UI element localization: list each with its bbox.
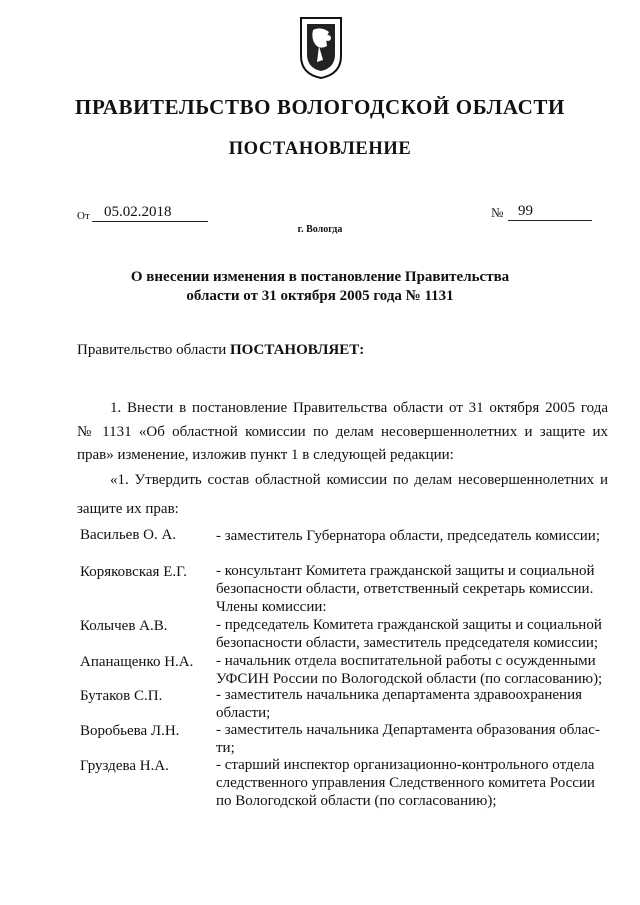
member-role-line: по Вологодской области (по согласованию); bbox=[216, 793, 497, 809]
member-name: Бутаков С.П. bbox=[80, 688, 163, 704]
paragraph-2-line-1: «1. Утвердить состав областной комиссии по делам несовершеннолетних и bbox=[110, 472, 608, 488]
subject-line-2: области от 31 октября 2005 года № 1131 bbox=[186, 288, 454, 304]
decree-word: ПОСТАНОВЛЯЕТ: bbox=[229, 342, 365, 358]
member-name: Груздева Н.А. bbox=[80, 758, 169, 774]
member-role bbox=[216, 652, 610, 688]
member-role-line: области; bbox=[216, 705, 271, 721]
date-label: От bbox=[77, 210, 90, 222]
member-role-line: ти; bbox=[216, 740, 235, 756]
document-number: 99 bbox=[508, 202, 592, 221]
member-role bbox=[216, 721, 610, 757]
member-name: Воробьева Л.Н. bbox=[80, 723, 180, 739]
member-role bbox=[216, 686, 610, 722]
decree-lead: Правительство области bbox=[77, 342, 227, 358]
paragraph-1-line-3: прав» изменение, изложив пункт 1 в следующей редакции: bbox=[77, 447, 454, 463]
organization-title: ПРАВИТЕЛЬСТВО ВОЛОГОДСКОЙ ОБЛАСТИ bbox=[75, 95, 565, 119]
member-role-line: - заместитель начальника департамента здравоохранения bbox=[216, 687, 582, 703]
member-role-line: - начальник отдела воспитательной работы с осужденными bbox=[216, 653, 596, 669]
number-label: № bbox=[491, 205, 504, 220]
member-role bbox=[216, 527, 610, 545]
member-role-line: - заместитель начальника Департамента образования облас- bbox=[216, 722, 600, 738]
member-role-line: безопасности области, заместитель председателя комиссии; bbox=[216, 635, 599, 651]
member-role-line: безопасности области, ответственный секретарь комиссии. bbox=[216, 581, 594, 597]
vologda-coat-of-arms-icon bbox=[299, 16, 343, 80]
member-role-line: - председатель Комитета гражданской защиты и социальной bbox=[216, 617, 602, 633]
document-date: 05.02.2018 bbox=[92, 203, 208, 222]
paragraph-2-line-2: защите их прав: bbox=[77, 501, 179, 517]
member-name: Апанащенко Н.А. bbox=[80, 654, 194, 670]
city: г. Вологда bbox=[297, 224, 343, 235]
member-role bbox=[216, 562, 610, 616]
member-name: Колычев А.В. bbox=[80, 618, 168, 634]
member-role bbox=[216, 756, 610, 810]
decree-statement bbox=[77, 340, 364, 360]
member-role-line: следственного управления Следственного комитета России bbox=[216, 775, 595, 791]
paragraph-1-line-1: 1. Внести в постановление Правительства области от 31 октября 2005 года bbox=[110, 400, 608, 416]
member-name: Васильев О. А. bbox=[80, 527, 177, 543]
member-role bbox=[216, 616, 610, 652]
member-role-line: - заместитель Губернатора области, председатель комиссии; bbox=[216, 528, 600, 544]
document-type: ПОСТАНОВЛЕНИЕ bbox=[228, 139, 412, 159]
member-role-line: УФСИН России по Вологодской области (по согласованию); bbox=[216, 671, 603, 687]
member-role-line: - старший инспектор организационно-контрольного отдела bbox=[216, 757, 595, 773]
subject-line-1: О внесении изменения в постановление Правительства bbox=[130, 269, 510, 285]
member-name: Коряковская Е.Г. bbox=[80, 564, 187, 580]
member-role-line: Члены комиссии: bbox=[216, 599, 327, 615]
member-role-line: - консультант Комитета гражданской защиты и социальной bbox=[216, 563, 595, 579]
paragraph-1-line-2: № 1131 «Об областной комиссии по делам несовершеннолетних и защите их bbox=[77, 424, 608, 440]
